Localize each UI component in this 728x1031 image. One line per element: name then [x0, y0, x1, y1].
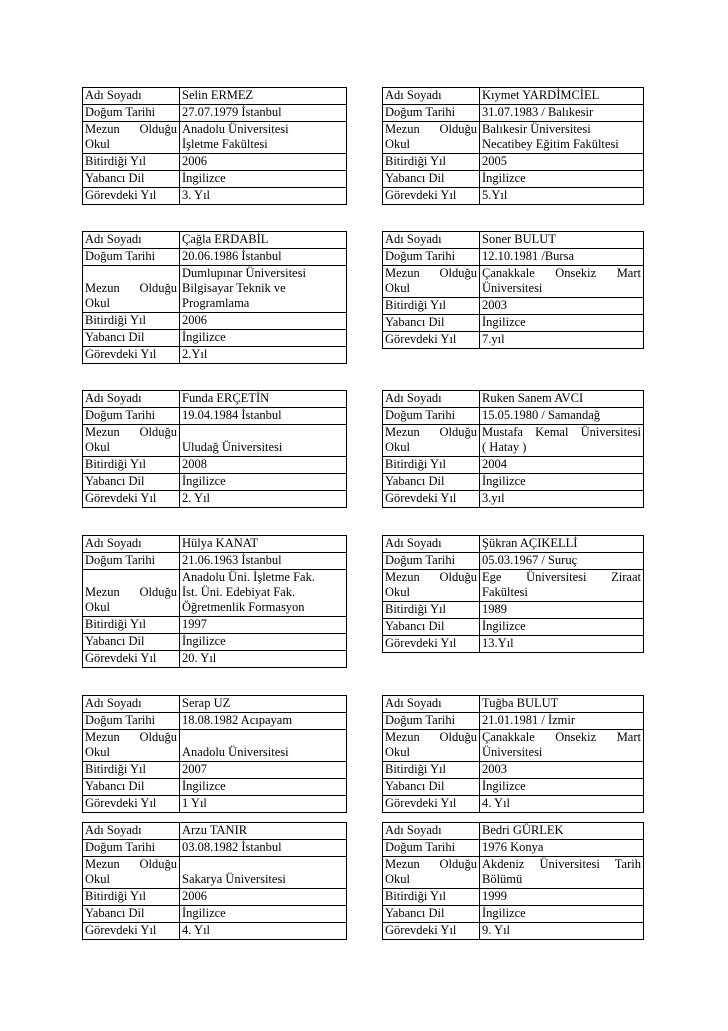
year-value: 2005	[480, 154, 644, 171]
year-label: Bitirdiği Yıl	[83, 313, 180, 330]
lang-label: Yabancı Dil	[383, 171, 480, 188]
school-value	[480, 570, 644, 602]
duty-label: Görevdeki Yıl	[383, 796, 480, 813]
school-label	[83, 570, 180, 617]
year-value: 1999	[480, 889, 644, 906]
year-row	[383, 457, 644, 474]
school-row	[383, 857, 644, 889]
lang-value: İngilizce	[180, 330, 347, 347]
school-label-line1: Mezun Olduğu	[85, 281, 177, 295]
duty-row	[83, 347, 347, 364]
name-row	[383, 88, 644, 105]
name-row	[383, 696, 644, 713]
duty-row	[383, 636, 644, 653]
year-value: 2007	[180, 762, 347, 779]
duty-label: Görevdeki Yıl	[83, 651, 180, 668]
school-label-line2: Okul	[85, 137, 110, 151]
lang-value: İngilizce	[180, 906, 347, 923]
birth-label: Doğum Tarihi	[83, 713, 180, 730]
lang-label: Yabancı Dil	[383, 906, 480, 923]
school-line: ( Hatay )	[482, 440, 527, 454]
name-value: Soner BULUT	[480, 232, 644, 249]
lang-row	[383, 619, 644, 636]
birth-row	[83, 713, 347, 730]
duty-label: Görevdeki Yıl	[383, 491, 480, 508]
year-label: Bitirdiği Yıl	[383, 602, 480, 619]
school-line: Anadolu Üniversitesi	[182, 122, 289, 136]
duty-value: 4. Yıl	[180, 923, 347, 940]
school-row	[383, 570, 644, 602]
name-value: Çağla ERDABİL	[180, 232, 347, 249]
birth-value: 18.08.1982 Acıpayam	[180, 713, 347, 730]
school-line: Öğretmenlik Formasyon	[182, 600, 305, 614]
lang-value: İngilizce	[480, 171, 644, 188]
name-label: Adı Soyadı	[383, 232, 480, 249]
birth-row	[383, 553, 644, 570]
name-row	[83, 391, 347, 408]
lang-value: İngilizce	[180, 171, 347, 188]
year-value: 2006	[180, 313, 347, 330]
year-row	[83, 889, 347, 906]
name-row	[83, 536, 347, 553]
school-label	[383, 122, 480, 154]
school-label-line2: Okul	[85, 872, 110, 886]
school-line: Necatibey Eğitim Fakültesi	[482, 137, 619, 151]
year-value: 2003	[480, 762, 644, 779]
school-label-line1: Mezun Olduğu	[385, 857, 477, 871]
lang-row	[83, 634, 347, 651]
duty-row	[83, 491, 347, 508]
school-line: Çanakkale Onsekiz Mart	[482, 266, 641, 280]
name-label: Adı Soyadı	[83, 391, 180, 408]
birth-label: Doğum Tarihi	[83, 840, 180, 857]
duty-label: Görevdeki Yıl	[83, 347, 180, 364]
school-label-line2: Okul	[385, 872, 410, 886]
duty-value: 20. Yıl	[180, 651, 347, 668]
staff-card	[82, 822, 347, 940]
school-label-line1: Mezun Olduğu	[85, 122, 177, 136]
lang-row	[383, 906, 644, 923]
year-label: Bitirdiği Yıl	[83, 617, 180, 634]
school-label-line1: Mezun Olduğu	[385, 570, 477, 584]
school-label-line1: Mezun Olduğu	[85, 425, 177, 439]
staff-card	[82, 695, 347, 813]
lang-label: Yabancı Dil	[83, 171, 180, 188]
school-line	[182, 425, 344, 440]
lang-label: Yabancı Dil	[83, 779, 180, 796]
name-row	[83, 232, 347, 249]
staff-card	[82, 231, 347, 364]
school-label-line1: Mezun Olduğu	[385, 266, 477, 280]
staff-card	[382, 231, 644, 349]
school-value	[180, 857, 347, 889]
year-label: Bitirdiği Yıl	[83, 889, 180, 906]
lang-row	[383, 779, 644, 796]
school-line: Bilgisayar Teknik ve	[182, 281, 286, 295]
lang-row	[383, 474, 644, 491]
birth-label: Doğum Tarihi	[383, 408, 480, 425]
year-label: Bitirdiği Yıl	[383, 298, 480, 315]
duty-value: 3. Yıl	[180, 188, 347, 205]
school-label	[383, 570, 480, 602]
school-value	[180, 570, 347, 617]
staff-card	[382, 535, 644, 653]
lang-value: İngilizce	[480, 315, 644, 332]
school-label	[383, 425, 480, 457]
year-row	[83, 762, 347, 779]
duty-row	[383, 923, 644, 940]
school-label-line2: Okul	[385, 137, 410, 151]
name-label: Adı Soyadı	[83, 696, 180, 713]
school-value	[480, 266, 644, 298]
year-value: 1989	[480, 602, 644, 619]
lang-row	[83, 330, 347, 347]
duty-value: 4. Yıl	[480, 796, 644, 813]
name-value: Ruken Sanem AVCI	[480, 391, 644, 408]
staff-card	[382, 822, 644, 940]
duty-label: Görevdeki Yıl	[83, 923, 180, 940]
school-line: Üniversitesi	[482, 281, 543, 295]
year-value: 2008	[180, 457, 347, 474]
school-value	[480, 425, 644, 457]
school-line: Üniversitesi	[482, 745, 543, 759]
birth-label: Doğum Tarihi	[83, 249, 180, 266]
school-line: Mustafa Kemal Üniversitesi	[482, 425, 641, 439]
year-value: 2006	[180, 889, 347, 906]
birth-row	[383, 840, 644, 857]
birth-row	[83, 408, 347, 425]
school-line: Uludağ Üniversitesi	[182, 440, 283, 454]
staff-card	[82, 87, 347, 205]
school-row	[383, 730, 644, 762]
duty-label: Görevdeki Yıl	[83, 491, 180, 508]
name-value: Tuğba BULUT	[480, 696, 644, 713]
lang-label: Yabancı Dil	[83, 474, 180, 491]
lang-label: Yabancı Dil	[383, 779, 480, 796]
duty-row	[383, 332, 644, 349]
lang-row	[83, 906, 347, 923]
year-row	[383, 762, 644, 779]
birth-label: Doğum Tarihi	[83, 553, 180, 570]
name-label: Adı Soyadı	[383, 391, 480, 408]
lang-label: Yabancı Dil	[383, 315, 480, 332]
name-value: Hülya KANAT	[180, 536, 347, 553]
year-label: Bitirdiği Yıl	[383, 154, 480, 171]
lang-value: İngilizce	[480, 619, 644, 636]
staff-card	[382, 87, 644, 205]
duty-row	[383, 491, 644, 508]
school-line: Sakarya Üniversitesi	[182, 872, 286, 886]
duty-row	[383, 188, 644, 205]
duty-value: 5.Yıl	[480, 188, 644, 205]
birth-row	[83, 249, 347, 266]
school-line: Fakültesi	[482, 585, 528, 599]
birth-row	[383, 713, 644, 730]
name-label: Adı Soyadı	[83, 88, 180, 105]
birth-row	[383, 408, 644, 425]
birth-value: 27.07.1979 İstanbul	[180, 105, 347, 122]
school-row	[83, 266, 347, 313]
school-value	[480, 122, 644, 154]
school-row	[83, 122, 347, 154]
school-row	[83, 425, 347, 457]
duty-row	[83, 188, 347, 205]
school-row	[83, 730, 347, 762]
year-row	[83, 313, 347, 330]
duty-value: 7.yıl	[480, 332, 644, 349]
name-row	[383, 391, 644, 408]
birth-label: Doğum Tarihi	[383, 249, 480, 266]
birth-value: 03.08.1982 İstanbul	[180, 840, 347, 857]
lang-row	[383, 315, 644, 332]
lang-value: İngilizce	[180, 474, 347, 491]
birth-value: 05.03.1967 / Suruç	[480, 553, 644, 570]
staff-card	[82, 390, 347, 508]
school-label-line2: Okul	[385, 440, 410, 454]
name-value: Şükran AÇIKELLİ	[480, 536, 644, 553]
school-value	[180, 730, 347, 762]
birth-row	[83, 105, 347, 122]
lang-row	[83, 474, 347, 491]
year-label: Bitirdiği Yıl	[383, 457, 480, 474]
birth-value: 12.10.1981 /Bursa	[480, 249, 644, 266]
birth-value: 21.06.1963 İstanbul	[180, 553, 347, 570]
lang-value: İngilizce	[480, 474, 644, 491]
year-row	[383, 154, 644, 171]
name-value: Serap UZ	[180, 696, 347, 713]
duty-row	[83, 651, 347, 668]
school-label-line1: Mezun Olduğu	[85, 730, 177, 744]
duty-label: Görevdeki Yıl	[383, 332, 480, 349]
name-row	[83, 88, 347, 105]
birth-label: Doğum Tarihi	[83, 105, 180, 122]
name-row	[383, 232, 644, 249]
name-row	[383, 536, 644, 553]
school-label-line2: Okul	[85, 440, 110, 454]
lang-row	[83, 779, 347, 796]
birth-value: 31.07.1983 / Balıkesir	[480, 105, 644, 122]
school-label-line1: Mezun Olduğu	[85, 585, 177, 599]
name-label: Adı Soyadı	[383, 696, 480, 713]
year-row	[83, 154, 347, 171]
name-value: Bedri GÜRLEK	[480, 823, 644, 840]
birth-label: Doğum Tarihi	[383, 713, 480, 730]
lang-label: Yabancı Dil	[83, 906, 180, 923]
year-label: Bitirdiği Yıl	[83, 154, 180, 171]
name-label: Adı Soyadı	[383, 88, 480, 105]
school-line	[182, 857, 344, 872]
duty-value: 13.Yıl	[480, 636, 644, 653]
lang-value: İngilizce	[480, 779, 644, 796]
school-line: Ege Üniversitesi Ziraat	[482, 570, 641, 584]
name-row	[83, 823, 347, 840]
birth-label: Doğum Tarihi	[83, 408, 180, 425]
name-row	[383, 823, 644, 840]
year-value: 2003	[480, 298, 644, 315]
school-label-line2: Okul	[385, 585, 410, 599]
school-row	[383, 266, 644, 298]
year-label: Bitirdiği Yıl	[83, 457, 180, 474]
school-label-line2: Okul	[85, 745, 110, 759]
year-row	[383, 298, 644, 315]
school-row	[83, 857, 347, 889]
school-label-line1: Mezun Olduğu	[385, 425, 477, 439]
lang-row	[83, 171, 347, 188]
name-value: Kıymet YARDİMCİEL	[480, 88, 644, 105]
name-value: Arzu TANIR	[180, 823, 347, 840]
school-line: Anadolu Üniversitesi	[182, 745, 289, 759]
school-label	[83, 266, 180, 313]
school-value	[180, 122, 347, 154]
birth-row	[83, 553, 347, 570]
duty-row	[83, 796, 347, 813]
school-line: Akdeniz Üniversitesi Tarih	[482, 857, 641, 871]
name-label: Adı Soyadı	[83, 536, 180, 553]
year-label: Bitirdiği Yıl	[83, 762, 180, 779]
school-label-line2: Okul	[385, 745, 410, 759]
birth-label: Doğum Tarihi	[383, 840, 480, 857]
duty-row	[83, 923, 347, 940]
name-value: Selin ERMEZ	[180, 88, 347, 105]
duty-value: 2.Yıl	[180, 347, 347, 364]
school-line: Balıkesir Üniversitesi	[482, 122, 591, 136]
school-line	[182, 730, 344, 745]
birth-value: 19.04.1984 İstanbul	[180, 408, 347, 425]
school-row	[383, 122, 644, 154]
school-label-line1: Mezun Olduğu	[385, 122, 477, 136]
lang-value: İngilizce	[180, 779, 347, 796]
year-row	[83, 617, 347, 634]
duty-label: Görevdeki Yıl	[83, 796, 180, 813]
school-line: Çanakkale Onsekiz Mart	[482, 730, 641, 744]
duty-value: 1 Yıl	[180, 796, 347, 813]
school-line: İşletme Fakültesi	[182, 137, 268, 151]
duty-label: Görevdeki Yıl	[383, 636, 480, 653]
name-row	[83, 696, 347, 713]
birth-value: 1976 Konya	[480, 840, 644, 857]
school-label	[83, 122, 180, 154]
school-value	[180, 266, 347, 313]
school-line: Dumlupınar Üniversitesi	[182, 266, 306, 280]
year-value: 2004	[480, 457, 644, 474]
name-label: Adı Soyadı	[383, 823, 480, 840]
school-row	[83, 570, 347, 617]
birth-value: 15.05.1980 / Samandağ	[480, 408, 644, 425]
school-value	[180, 425, 347, 457]
duty-label: Görevdeki Yıl	[383, 923, 480, 940]
school-label-line2: Okul	[85, 600, 110, 614]
school-label	[83, 730, 180, 762]
duty-row	[383, 796, 644, 813]
staff-card	[382, 390, 644, 508]
name-label: Adı Soyadı	[383, 536, 480, 553]
year-value: 2006	[180, 154, 347, 171]
school-label-line1: Mezun Olduğu	[385, 730, 477, 744]
school-label-line1: Mezun Olduğu	[85, 857, 177, 871]
school-row	[383, 425, 644, 457]
school-label	[83, 857, 180, 889]
school-label	[383, 266, 480, 298]
year-row	[383, 602, 644, 619]
birth-row	[383, 249, 644, 266]
lang-value: İngilizce	[480, 906, 644, 923]
school-label	[83, 425, 180, 457]
school-label-line2: Okul	[85, 296, 110, 310]
birth-label: Doğum Tarihi	[383, 553, 480, 570]
school-label	[383, 730, 480, 762]
birth-label: Doğum Tarihi	[383, 105, 480, 122]
duty-value: 2. Yıl	[180, 491, 347, 508]
year-row	[383, 889, 644, 906]
year-label: Bitirdiği Yıl	[383, 762, 480, 779]
lang-value: İngilizce	[180, 634, 347, 651]
birth-row	[383, 105, 644, 122]
school-value	[480, 730, 644, 762]
lang-row	[383, 171, 644, 188]
birth-row	[83, 840, 347, 857]
duty-value: 9. Yıl	[480, 923, 644, 940]
birth-value: 21.01.1981 / İzmir	[480, 713, 644, 730]
lang-label: Yabancı Dil	[383, 619, 480, 636]
name-value: Funda ERÇETİN	[180, 391, 347, 408]
year-label: Bitirdiği Yıl	[383, 889, 480, 906]
staff-card	[82, 535, 347, 668]
school-value	[480, 857, 644, 889]
school-line: İst. Üni. Edebiyat Fak.	[182, 585, 296, 599]
school-line: Bölümü	[482, 872, 523, 886]
lang-label: Yabancı Dil	[383, 474, 480, 491]
name-label: Adı Soyadı	[83, 232, 180, 249]
duty-value: 3.yıl	[480, 491, 644, 508]
school-line: Anadolu Üni. İşletme Fak.	[182, 570, 315, 584]
duty-label: Görevdeki Yıl	[383, 188, 480, 205]
lang-label: Yabancı Dil	[83, 634, 180, 651]
year-row	[83, 457, 347, 474]
duty-label: Görevdeki Yıl	[83, 188, 180, 205]
name-label: Adı Soyadı	[83, 823, 180, 840]
school-label	[383, 857, 480, 889]
school-line: Programlama	[182, 296, 250, 310]
lang-label: Yabancı Dil	[83, 330, 180, 347]
staff-card	[382, 695, 644, 813]
year-value: 1997	[180, 617, 347, 634]
school-label-line2: Okul	[385, 281, 410, 295]
birth-value: 20.06.1986 İstanbul	[180, 249, 347, 266]
